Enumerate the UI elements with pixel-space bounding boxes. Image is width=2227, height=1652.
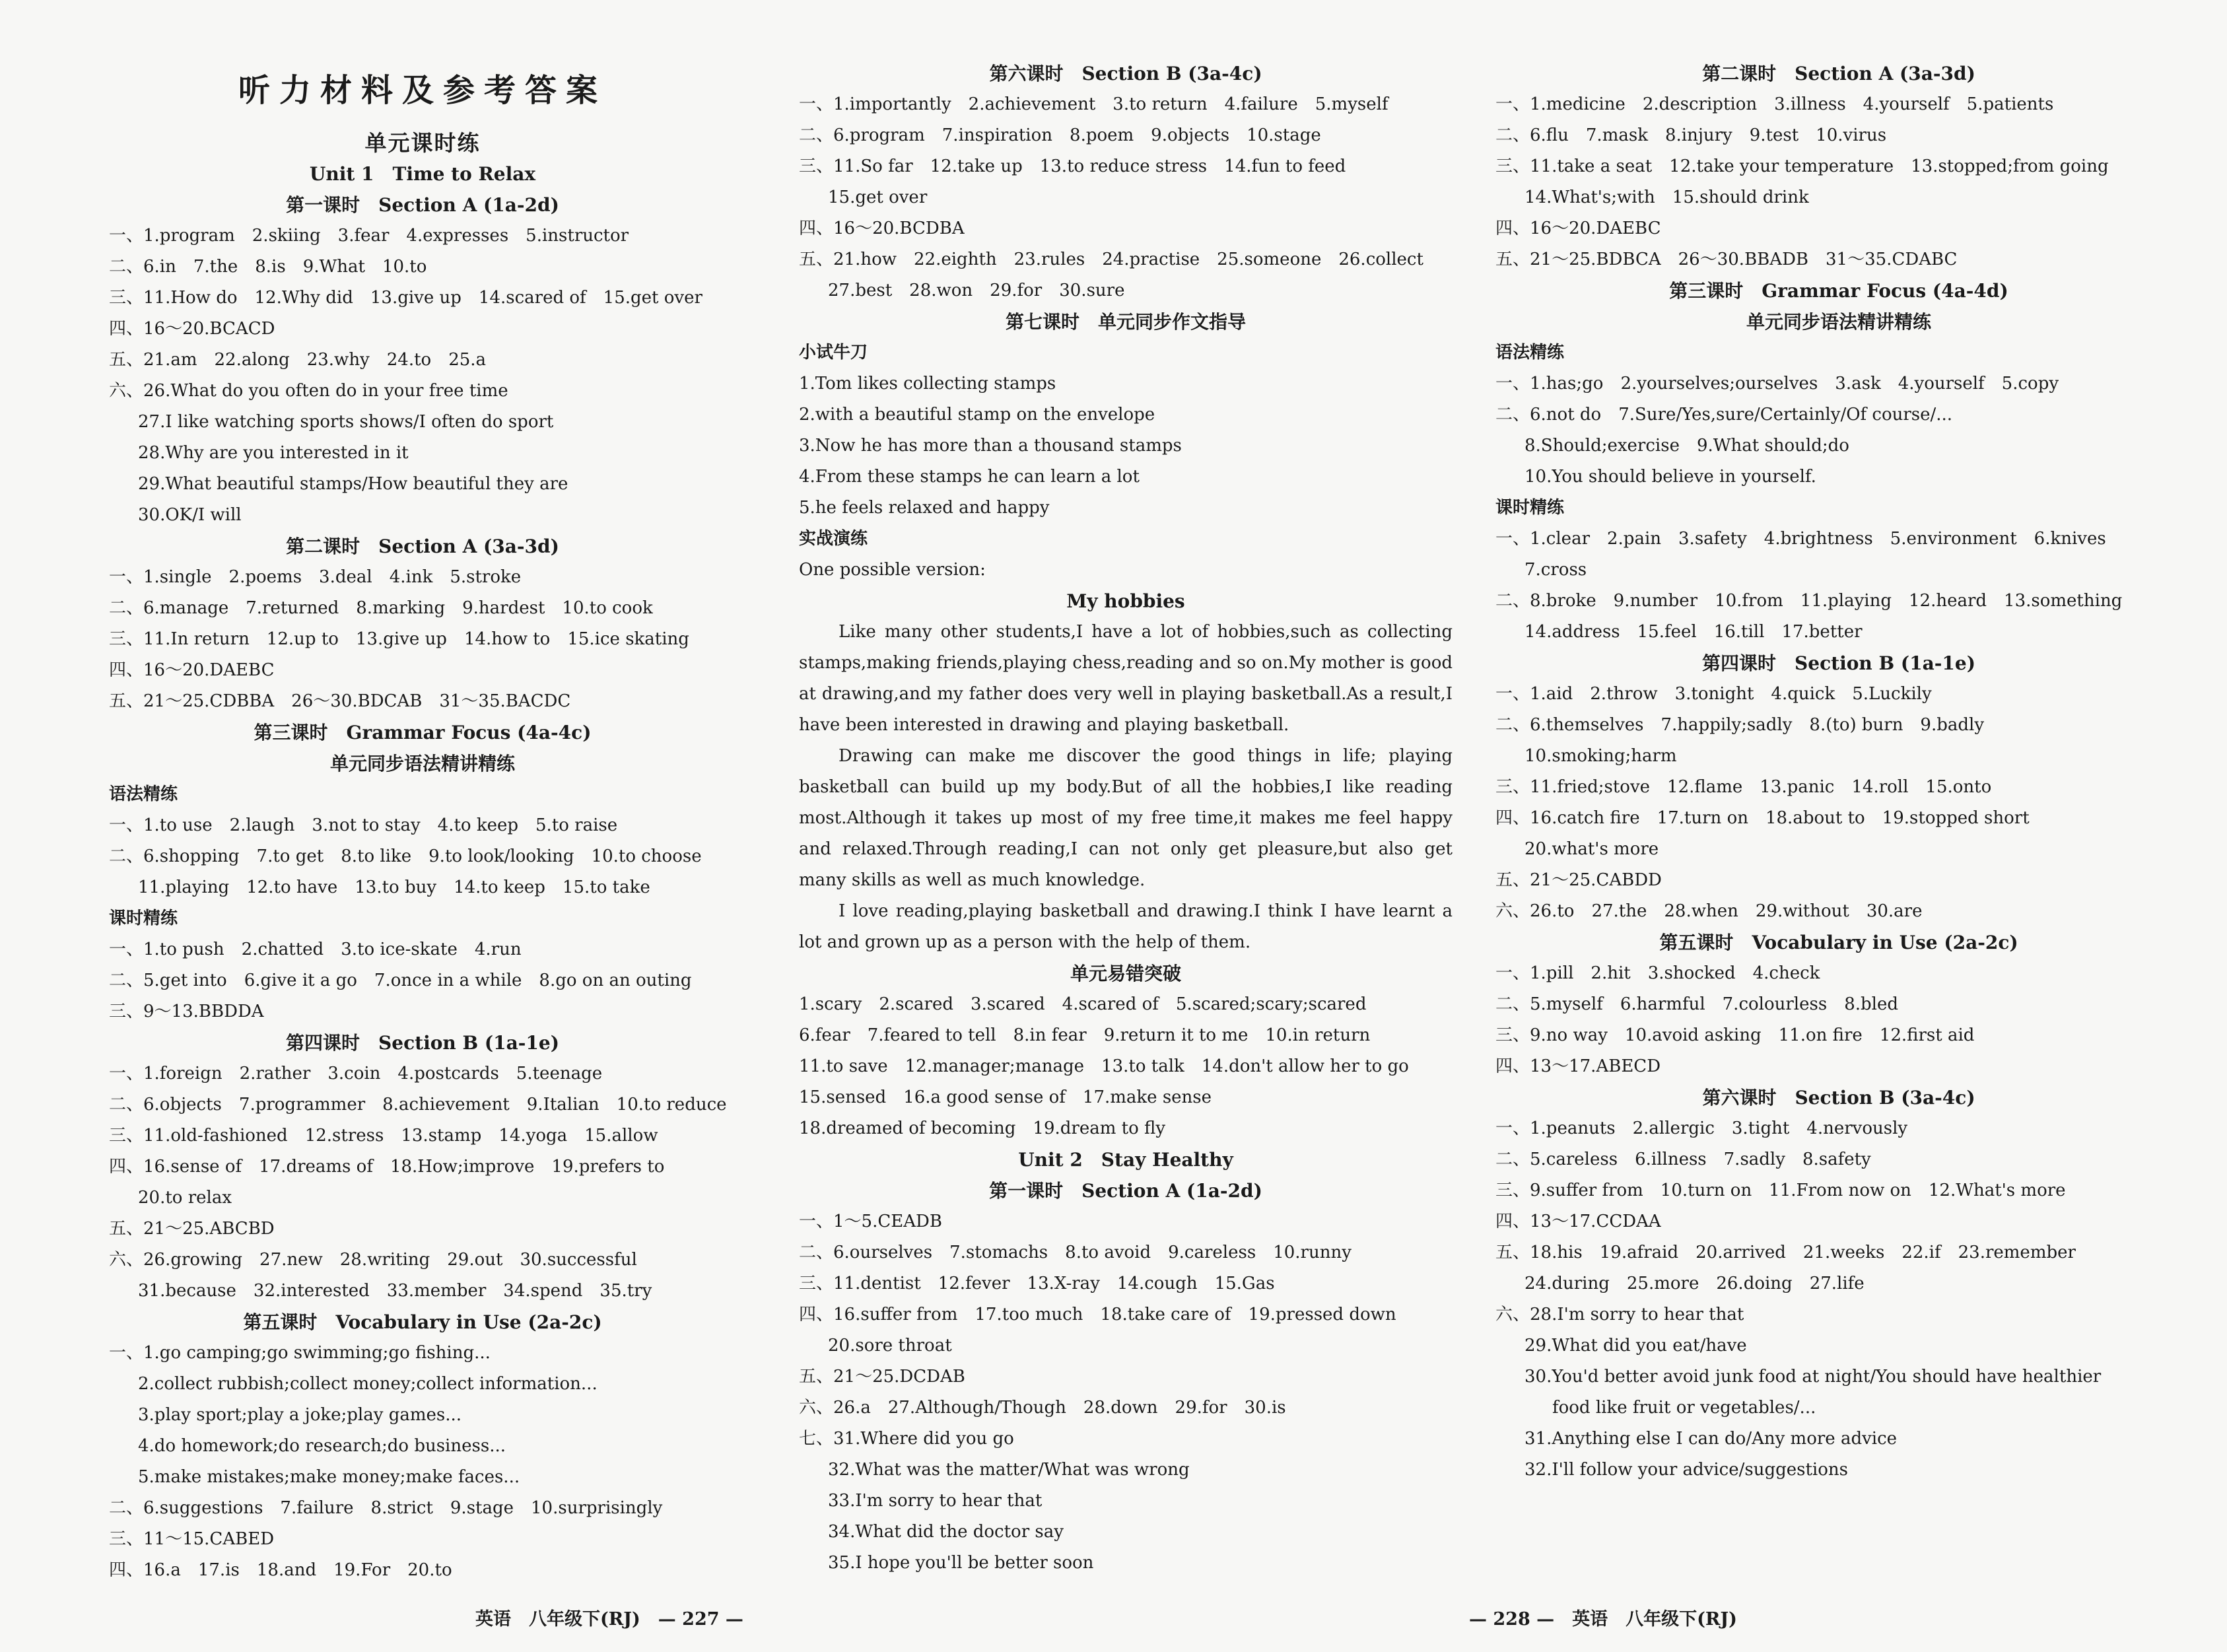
answer-line: 28.Why are you interested in it bbox=[138, 443, 409, 463]
section-heading: 第六课时 Section B (3a-4c) bbox=[1702, 1087, 1975, 1109]
answer-line: 6.fear 7.feared to tell 8.in fear 9.return it to me 10.in return bbox=[799, 1025, 1371, 1045]
answer-line: 1.Tom likes collecting stamps bbox=[799, 374, 1056, 394]
answer-line: 二、6.ourselves 7.stomachs 8.to avoid 9.careless 10.runny bbox=[799, 1243, 1352, 1262]
section-heading: 单元同步语法精讲精练 bbox=[329, 753, 515, 774]
answer-line: 31.Anything else I can do/Any more advice bbox=[1525, 1429, 1898, 1449]
answer-line: 一、1.peanuts 2.allergic 3.tight 4.nervously bbox=[1495, 1119, 1908, 1138]
answer-line: 三、11.take a seat 12.take your temperature 13.stopped;from going bbox=[1495, 156, 2109, 176]
answer-line: 一、1.go camping;go swimming;go fishing... bbox=[109, 1343, 491, 1363]
answer-line: 六、26.growing 27.new 28.writing 29.out 30.successful bbox=[109, 1250, 637, 1270]
section-heading: Unit 2 Stay Healthy bbox=[1018, 1149, 1233, 1171]
section-heading: My hobbies bbox=[1066, 590, 1185, 612]
answer-line: 15.sensed 16.a good sense of 17.make sense bbox=[799, 1087, 1212, 1107]
subsection-label: 课时精练 bbox=[1495, 498, 1565, 518]
answer-line: 四、16～20.BCDBA bbox=[799, 219, 965, 238]
subsection-label: 语法精练 bbox=[1495, 343, 1565, 362]
answer-line: 二、5.get into 6.give it a go 7.once in a while 8.go on an outing bbox=[109, 971, 692, 990]
answer-line: 35.I hope you'll be better soon bbox=[828, 1553, 1094, 1573]
answer-line: 一、1.foreign 2.rather 3.coin 4.postcards 5.teenage bbox=[109, 1064, 603, 1084]
page-title: 听力材料及参考答案 bbox=[238, 72, 607, 109]
answer-line: 15.get over bbox=[828, 188, 928, 207]
answer-line: 30.OK/I will bbox=[138, 505, 242, 525]
answer-line: 六、26.a 27.Although/Though 28.down 29.for 30.is bbox=[799, 1398, 1286, 1418]
answer-line: 二、5.myself 6.harmful 7.colourless 8.bled bbox=[1495, 994, 1898, 1014]
answer-line: 一、1～5.CEADB bbox=[799, 1212, 942, 1231]
answer-line: 一、1.has;go 2.yourselves;ourselves 3.ask 4.yourself 5.copy bbox=[1495, 374, 2059, 394]
subsection-label: 小试牛刀 bbox=[799, 343, 868, 362]
answer-line: 2.with a beautiful stamp on the envelope bbox=[799, 405, 1155, 425]
column-middle bbox=[799, 58, 1453, 1579]
answer-line: 20.what's more bbox=[1525, 839, 1659, 859]
answer-line: 29.What beautiful stamps/How beautiful they are bbox=[138, 474, 568, 494]
answer-line: 4.From these stamps he can learn a lot bbox=[799, 467, 1140, 487]
answer-line: 六、26.to 27.the 28.when 29.without 30.are bbox=[1495, 901, 1923, 921]
answer-line: 一、1.medicine 2.description 3.illness 4.yourself 5.patients bbox=[1495, 94, 2054, 114]
answer-line: 四、16～20.DAEBC bbox=[109, 660, 275, 680]
answer-line: 一、1.importantly 2.achievement 3.to return 4.failure 5.myself bbox=[799, 94, 1388, 114]
answer-line: 一、1.clear 2.pain 3.safety 4.brightness 5.environment 6.knives bbox=[1495, 529, 2106, 549]
answer-line: 四、16.catch fire 17.turn on 18.about to 19.stopped short bbox=[1495, 808, 2030, 828]
column-right bbox=[1495, 58, 2182, 1486]
column-left bbox=[109, 58, 736, 1586]
answer-line: 一、1.single 2.poems 3.deal 4.ink 5.stroke bbox=[109, 567, 522, 587]
answer-line: 一、1.to use 2.laugh 3.not to stay 4.to keep 5.to raise bbox=[109, 815, 618, 835]
answer-line: 2.collect rubbish;collect money;collect information... bbox=[138, 1374, 598, 1394]
answer-line: 三、11.So far 12.take up 13.to reduce stress 14.fun to feed bbox=[799, 156, 1346, 176]
subsection-label: 课时精练 bbox=[109, 909, 178, 928]
answer-line: 三、9.no way 10.avoid asking 11.on fire 12.first aid bbox=[1495, 1025, 1975, 1045]
answer-line: 10.smoking;harm bbox=[1525, 746, 1677, 766]
answer-line: 四、16.sense of 17.dreams of 18.How;improve 19.prefers to bbox=[109, 1157, 665, 1177]
answer-line: 四、16.a 17.is 18.and 19.For 20.to bbox=[109, 1560, 452, 1580]
answer-line: 20.to relax bbox=[138, 1188, 232, 1208]
answer-line: 二、6.program 7.inspiration 8.poem 9.objects 10.stage bbox=[799, 125, 1321, 145]
answer-line: 7.cross bbox=[1525, 560, 1587, 580]
answer-line: 三、11.old-fashioned 12.stress 13.stamp 14.yoga 15.allow bbox=[109, 1126, 658, 1146]
answer-line: 32.I'll follow your advice/suggestions bbox=[1525, 1460, 1848, 1480]
answer-line: 四、16～20.BCACD bbox=[109, 319, 275, 339]
section-heading: 第一课时 Section A (1a-2d) bbox=[989, 1180, 1262, 1202]
answer-line: 二、8.broke 9.number 10.from 11.playing 12.heard 13.something bbox=[1495, 591, 2123, 611]
answer-line: 1.scary 2.scared 3.scared 4.scared of 5.scared;scary;scared bbox=[799, 994, 1367, 1014]
section-heading: 第二课时 Section A (3a-3d) bbox=[286, 535, 559, 557]
answer-line: 32.What was the matter/What was wrong bbox=[828, 1460, 1190, 1480]
answer-line: 二、6.themselves 7.happily;sadly 8.(to) burn 9.badly bbox=[1495, 715, 1985, 735]
answer-line: 四、13～17.ABECD bbox=[1495, 1056, 1661, 1076]
section-heading: 单元同步语法精讲精练 bbox=[1746, 311, 1931, 333]
answer-line: 3.play sport;play a joke;play games... bbox=[138, 1405, 462, 1425]
answer-line: 五、21～25.CABDD bbox=[1495, 870, 1662, 890]
answer-line: 三、11.fried;stove 12.flame 13.panic 14.roll 15.onto bbox=[1495, 777, 1992, 797]
answer-line: 二、6.not do 7.Sure/Yes,sure/Certainly/Of course/... bbox=[1495, 405, 1953, 425]
answer-line: 27.I like watching sports shows/I often do sport bbox=[138, 412, 554, 432]
essay-paragraph: I love reading,playing basketball and drawing.I think I have learnt a lot and grown up as a person with the help of them. bbox=[799, 901, 1453, 952]
section-heading: 第六课时 Section B (3a-4c) bbox=[989, 63, 1262, 85]
answer-line: One possible version: bbox=[799, 560, 986, 580]
answer-line: 二、6.suggestions 7.failure 8.strict 9.stage 10.surprisingly bbox=[109, 1498, 663, 1518]
answer-line: food like fruit or vegetables/... bbox=[1552, 1398, 1816, 1418]
answer-line: 二、6.shopping 7.to get 8.to like 9.to look/looking 10.to choose bbox=[109, 846, 702, 866]
subsection-label: 实战演练 bbox=[799, 529, 868, 549]
section-heading: 第三课时 Grammar Focus (4a-4c) bbox=[254, 722, 592, 743]
section-heading: 第五课时 Vocabulary in Use (2a-2c) bbox=[243, 1311, 602, 1333]
answer-line: 11.playing 12.to have 13.to buy 14.to keep 15.to take bbox=[138, 878, 650, 897]
answer-line: 二、5.careless 6.illness 7.sadly 8.safety bbox=[1495, 1150, 1871, 1169]
answer-line: 14.address 15.feel 16.till 17.better bbox=[1525, 622, 1863, 642]
answer-line: 五、21～25.CDBBA 26～30.BDCAB 31～35.BACDC bbox=[109, 691, 571, 711]
footer-left: 英语 八年级下(RJ) — 227 — bbox=[475, 1609, 743, 1630]
section-heading: 第四课时 Section B (1a-1e) bbox=[286, 1032, 559, 1054]
answer-line: 29.What did you eat/have bbox=[1525, 1336, 1747, 1356]
answer-line: 24.during 25.more 26.doing 27.life bbox=[1525, 1274, 1865, 1293]
footer-right: — 228 — 英语 八年级下(RJ) bbox=[1469, 1609, 1737, 1630]
answer-line: 20.sore throat bbox=[828, 1336, 952, 1356]
section-heading: 第七课时 单元同步作文指导 bbox=[1005, 311, 1246, 333]
answer-line: 五、21.am 22.along 23.why 24.to 25.a bbox=[109, 350, 487, 370]
section-heading: 第二课时 Section A (3a-3d) bbox=[1702, 63, 1975, 85]
answer-line: 5.he feels relaxed and happy bbox=[799, 498, 1050, 518]
answer-line: 18.dreamed of becoming 19.dream to fly bbox=[799, 1119, 1166, 1138]
answer-line: 33.I'm sorry to hear that bbox=[828, 1491, 1043, 1511]
section-heading: 单元易错突破 bbox=[1070, 963, 1181, 984]
answer-line: 8.Should;exercise 9.What should;do bbox=[1525, 436, 1849, 456]
answer-line: 31.because 32.interested 33.member 34.spend 35.try bbox=[138, 1281, 652, 1301]
answer-line: 五、21～25.BDBCA 26～30.BBADB 31～35.CDABC bbox=[1495, 250, 1958, 269]
answer-line: 二、6.in 7.the 8.is 9.What 10.to bbox=[109, 257, 427, 277]
section-heading: 第四课时 Section B (1a-1e) bbox=[1702, 652, 1975, 674]
answer-line: 一、1.aid 2.throw 3.tonight 4.quick 5.Luckily bbox=[1495, 684, 1932, 704]
answer-line: 三、11～15.CABED bbox=[109, 1529, 275, 1549]
answer-line: 三、9～13.BBDDA bbox=[109, 1002, 264, 1021]
answer-line: 五、21～25.DCDAB bbox=[799, 1367, 965, 1387]
section-heading: 第五课时 Vocabulary in Use (2a-2c) bbox=[1659, 932, 2018, 953]
answer-line: 27.best 28.won 29.for 30.sure bbox=[828, 281, 1125, 300]
answer-line: 一、1.pill 2.hit 3.shocked 4.check bbox=[1495, 963, 1820, 983]
answer-line: 五、18.his 19.afraid 20.arrived 21.weeks 22.if 23.remember bbox=[1495, 1243, 2076, 1262]
answer-line: 二、6.manage 7.returned 8.marking 9.hardest 10.to cook bbox=[109, 598, 653, 618]
answer-line: 三、11.dentist 12.fever 13.X-ray 14.cough 15.Gas bbox=[799, 1274, 1275, 1293]
subsection-label: 语法精练 bbox=[109, 784, 178, 804]
answer-line: 34.What did the doctor say bbox=[828, 1522, 1064, 1542]
answer-line: 五、21～25.ABCBD bbox=[109, 1219, 275, 1239]
section-heading: 第三课时 Grammar Focus (4a-4d) bbox=[1669, 280, 2008, 302]
section-heading: 第一课时 Section A (1a-2d) bbox=[286, 194, 559, 216]
answer-line: 11.to save 12.manager;manage 13.to talk 14.don't allow her to go bbox=[799, 1056, 1409, 1076]
answer-line: 5.make mistakes;make money;make faces... bbox=[138, 1467, 520, 1487]
section-heading: 单元课时练 bbox=[364, 130, 481, 156]
answer-line: 三、11.In return 12.up to 13.give up 14.how to 15.ice skating bbox=[109, 629, 689, 649]
answer-line: 三、11.How do 12.Why did 13.give up 14.scared of 15.get over bbox=[109, 288, 702, 308]
answer-line: 四、16.suffer from 17.too much 18.take care of 19.pressed down bbox=[799, 1305, 1396, 1325]
answer-line: 四、16～20.DAEBC bbox=[1495, 219, 1661, 238]
answer-line: 一、1.to push 2.chatted 3.to ice-skate 4.run bbox=[109, 940, 522, 959]
answer-line: 二、6.flu 7.mask 8.injury 9.test 10.virus bbox=[1495, 125, 1887, 145]
answer-line: 3.Now he has more than a thousand stamps bbox=[799, 436, 1182, 456]
answer-line: 14.What's;with 15.should drink bbox=[1525, 188, 1809, 207]
answer-line: 4.do homework;do research;do business... bbox=[138, 1436, 506, 1456]
answer-line: 六、26.What do you often do in your free time bbox=[109, 381, 508, 401]
answer-line: 10.You should believe in yourself. bbox=[1525, 467, 1816, 487]
answer-line: 六、28.I'm sorry to hear that bbox=[1495, 1305, 1744, 1325]
answer-line: 一、1.program 2.skiing 3.fear 4.expresses 5.instructor bbox=[109, 226, 629, 246]
essay-paragraph: Like many other students,I have a lot of hobbies,such as collecting stamps,making friends,playing chess,reading and so on.My mother is good at drawing,and my father does very well in playing basketball.As a result,I have been interested in drawing and playing basketball. bbox=[799, 622, 1453, 735]
section-heading: Unit 1 Time to Relax bbox=[309, 163, 536, 185]
answer-line: 二、6.objects 7.programmer 8.achievement 9.Italian 10.to reduce bbox=[109, 1095, 727, 1115]
answer-line: 四、13～17.CCDAA bbox=[1495, 1212, 1661, 1231]
answer-line: 30.You'd better avoid junk food at night/You should have healthier bbox=[1525, 1367, 2102, 1387]
essay-paragraph: Drawing can make me discover the good things in life; playing basketball can build up my body.But of all the hobbies,I like reading most.Although it takes up most of my free time,it makes me feel happy and relaxed.Through reading,I can not only get pleasure,but also get many skills as well as much knowledge. bbox=[799, 746, 1453, 890]
answer-line: 三、9.suffer from 10.turn on 11.From now on 12.What's more bbox=[1495, 1181, 2066, 1200]
answer-line: 五、21.how 22.eighth 23.rules 24.practise 25.someone 26.collect bbox=[799, 250, 1423, 269]
answer-line: 七、31.Where did you go bbox=[799, 1429, 1014, 1449]
